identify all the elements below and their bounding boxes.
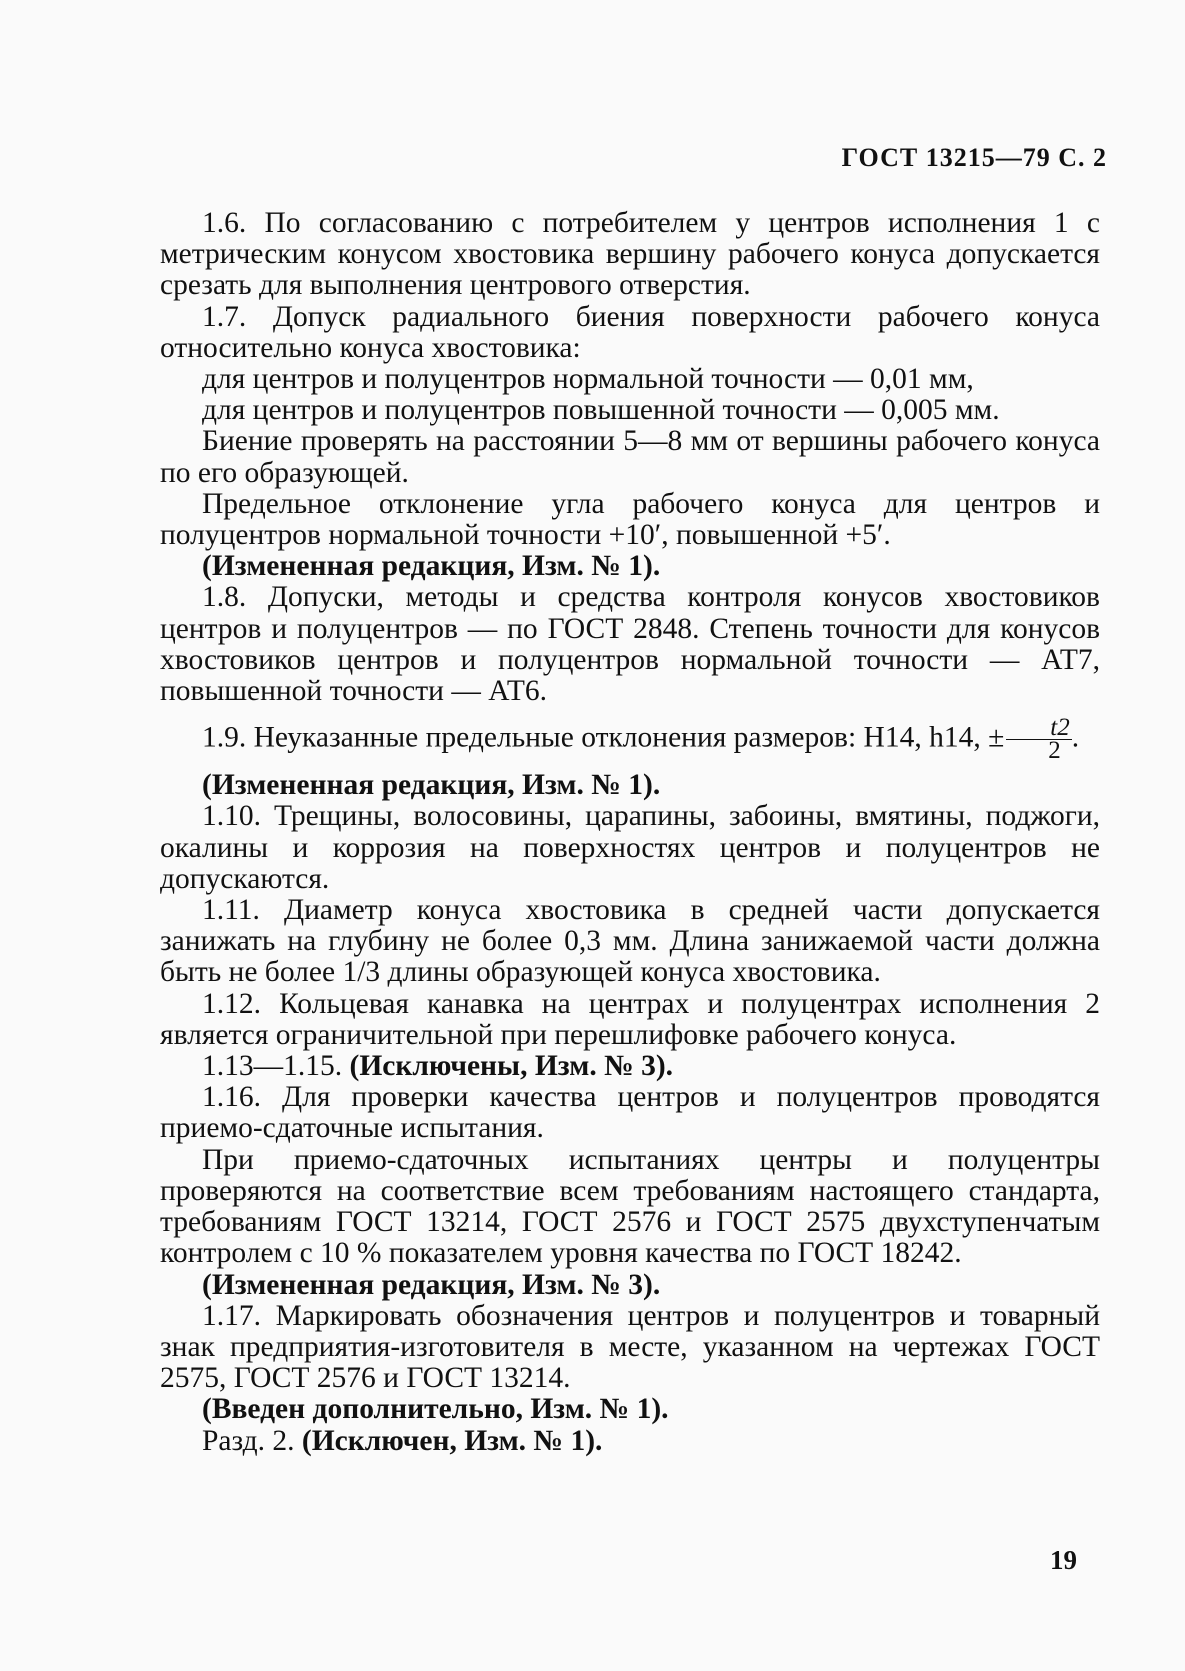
amendment-note-3: (Измененная редакция, Изм. № 3). — [202, 1268, 661, 1301]
paragraph-1-7-increased: для центров и полуцентров повышенной точности — 0,005 мм. — [202, 394, 1000, 427]
paragraph-1-7-runout: Биение проверять на расстоянии 5—8 мм от вершины рабочего конуса по его образующей. — [160, 425, 1100, 489]
paragraph-1-7: 1.7. Допуск радиального биения поверхности рабочего конуса относительно конуса хвостовика: — [160, 300, 1100, 364]
added-note-1: (Введен дополнительно, Изм. № 1). — [202, 1393, 669, 1426]
paragraph-1-10: 1.10. Трещины, волосовины, царапины, забоины, вмятины, поджоги, окалины и коррозия на поверхностях центров и полуцентров не допускаются. — [160, 800, 1100, 895]
paragraph-1-16-acceptance: При приемо-сдаточных испытаниях центры и полуцентры проверяются на соответствие всем требованиям настоящего стандарта, требованиям ГОСТ 13214, ГОСТ 2576 и ГОСТ 2575 двухступенчатым контролем с 10 % показателем уровня качества по ГОСТ 18242. — [160, 1143, 1100, 1270]
fraction-denominator: 2 — [1048, 737, 1061, 765]
paragraph-1-7-angle: Предельное отклонение угла рабочего конуса для центров и полуцентров нормальной точности +10′, повышенной +5′. — [160, 487, 1100, 552]
paragraph-1-17: 1.17. Маркировать обозначения центров и полуцентров и товарный знак предприятия-изготовителя в месте, указанном на чертежах ГОСТ 2575, ГОСТ 2576 и ГОСТ 13214. — [160, 1299, 1100, 1395]
paragraph-1-11: 1.11. Диаметр конуса хвостовика в средней части допускается занижать на глубину не более 0,3 мм. Длина занижаемой части должна быть не более 1/3 длины образующей конуса хвостовика. — [160, 894, 1100, 989]
amendment-note-1a: (Измененная редакция, Изм. № 1). — [202, 550, 661, 583]
paragraph-1-16: 1.16. Для проверки качества центров и полуцентров проводятся приемо-сдаточные испытания. — [160, 1081, 1100, 1145]
paragraph-1-12: 1.12. Кольцевая канавка на центрах и полуцентрах исполнения 2 является ограничительной при перешлифовке рабочего конуса. — [160, 987, 1100, 1051]
fraction-numerator: t2 — [1006, 717, 1071, 740]
paragraph-1-7-normal: для центров и полуцентров нормальной точности — 0,01 мм, — [202, 363, 974, 396]
paragraph-1-13-1-15 — [160, 1051, 1100, 1082]
paragraph-1-9 — [160, 714, 1100, 765]
page-number: 19 — [1050, 1545, 1077, 1575]
amendment-note-1b: (Измененная редакция, Изм. № 1). — [202, 769, 661, 802]
document-body — [160, 208, 1100, 1457]
paragraph-1-13-excluded: (Исключены, Изм. № 3). — [349, 1050, 674, 1083]
paragraph-1-9-end: . — [1071, 721, 1080, 754]
section-2-note — [160, 1426, 1100, 1457]
paragraph-1-6: 1.6. По согласованию с потребителем у центров исполнения 1 с метрическим конусом хвостовика вершину рабочего конуса допускается срезать для выполнения центрового отверстия. — [160, 207, 1100, 302]
fraction-t2-over-2 — [1006, 714, 1071, 765]
section-2-excluded: (Исключен, Изм. № 1). — [301, 1424, 603, 1457]
page-header: ГОСТ 13215—79 С. 2 — [841, 143, 1107, 172]
section-2-label: Разд. 2. — [202, 1424, 295, 1457]
paragraph-1-9-text: 1.9. Неуказанные предельные отклонения размеров: H14, h14, ± — [202, 721, 1005, 754]
paragraph-1-13-number: 1.13—1.15. — [202, 1050, 343, 1083]
paragraph-1-8: 1.8. Допуски, методы и средства контроля конусов хвостовиков центров и полуцентров — по ГОСТ 2848. Степень точности для конусов хвостовиков центров и полуцентров нормальной точности — АТ7, повышенной точности — АТ6. — [160, 581, 1100, 708]
